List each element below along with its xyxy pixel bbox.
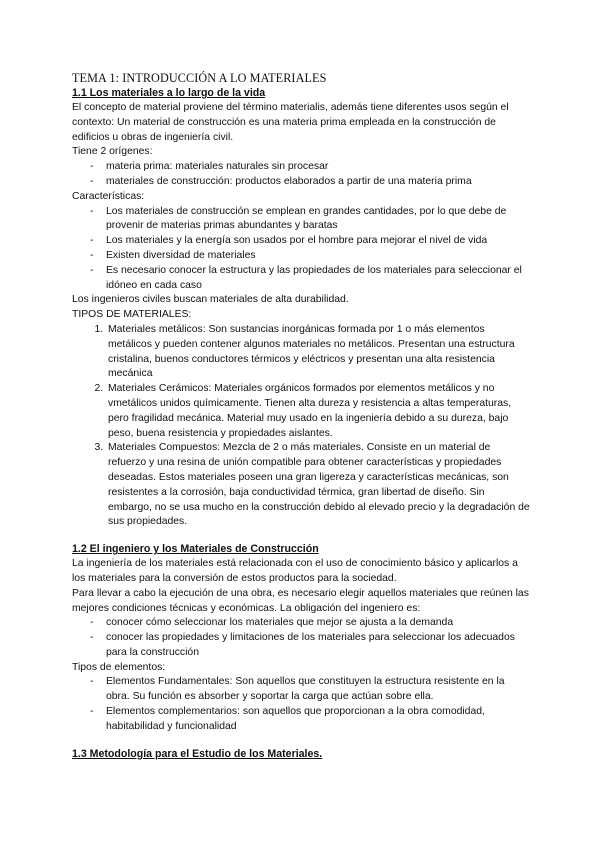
list-item: 1. Materiales metálicos: Son sustancias inorgánicas formada por 1 o más elementos metálicos y pueden contener algunos materiales no metálicos. Presentan una estructura cristalina, buenos conductores térmicos y eléctricos y presentan una alta resistencia mecánica — [106, 323, 530, 382]
elements-list — [72, 675, 530, 734]
section-1-heading: 1.1 Los materiales a lo largo de la vida — [72, 87, 266, 99]
types-label: TIPOS DE MATERIALES: — [72, 309, 192, 321]
section-3-heading: 1.3 Metodología para el Estudio de los Materiales. — [72, 747, 323, 760]
list-item: - Los materiales de construcción se emplean en grandes cantidades, por lo que debe de provenir de materias primas abundantes y baratas — [106, 205, 530, 235]
list-item: 2. Materiales Cerámicos: Materiales orgánicos formados por elementos metálicos y no vmetálicos unidos químicamente. Tienen alta dureza y resistencia a altas temperaturas, pero fragilidad mecánica. Material muy usado en la ingeniería debido a su dureza, bajo peso, buena resistencia y propiedades aislantes. — [106, 382, 530, 441]
list-item: - Los materiales y la energía son usados por el hombre para mejorar el nivel de vida — [106, 234, 530, 249]
engineers-paragraph: Los ingenieros civiles buscan materiales de alta durabilidad. — [72, 294, 349, 306]
list-item: - materiales de construcción: productos elaborados a partir de una materia prima — [106, 175, 530, 190]
duties-list — [72, 616, 530, 660]
section-1-intro: El concepto de material proviene del término materialis, además tiene diferentes usos según el contexto: Un material de construcción es una materia prima empleada en la construcción de edificios u obras de ingeniería civil. — [72, 102, 509, 143]
list-item: - Existen diversidad de materiales — [106, 249, 530, 264]
elements-label: Tipos de elementos: — [72, 661, 166, 673]
list-item: - conocer cómo seleccionar los materiales que mejor se ajusta a la demanda — [106, 616, 530, 631]
origins-label: Tiene 2 orígenes: — [72, 146, 153, 158]
list-item: - Es necesario conocer la estructura y las propiedades de los materiales para seleccionar el idóneo en cada caso — [106, 264, 530, 294]
section-2-paragraph-2: Para llevar a cabo la ejecución de una obra, es necesario elegir aquellos materiales que reúnen las mejores condiciones técnicas y económicas. La obligación del ingeniero es: — [72, 587, 529, 614]
section-2-heading: 1.2 El ingeniero y los Materiales de Construcción — [72, 543, 319, 556]
document-page — [72, 70, 530, 762]
list-item: - Elementos complementarios: son aquellos que proporcionan a la obra comodidad, habitabilidad y funcionalidad — [106, 705, 530, 735]
document-title: TEMA 1: INTRODUCCIÓN A LO MATERIALES — [72, 71, 327, 85]
list-item: - materia prima: materiales naturales sin procesar — [106, 160, 530, 175]
features-label: Características: — [72, 190, 145, 202]
list-item: - conocer las propiedades y limitaciones de los materiales para seleccionar los adecuados para la construcción — [106, 631, 530, 661]
features-list — [72, 205, 530, 294]
origins-list — [72, 160, 530, 190]
list-item: 3. Materiales Compuestos: Mezcla de 2 o más materiales. Consiste en un material de refuerzo y una resina de unión compatible para obtener características y propiedades deseadas. Estos materiales poseen una gran ligereza y características mecánicas, son resistentes a la corrosión, baja conductividad térmica, gran libertad de diseño. Sin embargo, no se usa mucho en la construcción debido al elevado precio y la degradación de sus propiedades. — [106, 441, 530, 530]
list-item: - Elementos Fundamentales: Son aquellos que constituyen la estructura resistente en la obra. Su función es absorber y soportar la carga que actúan sobre ella. — [106, 675, 530, 705]
types-list — [72, 323, 530, 530]
section-2-paragraph-1: La ingeniería de los materiales está relacionada con el uso de conocimiento básico y aplicarlos a los materiales para la conversión de estos productos para la sociedad. — [72, 558, 518, 584]
